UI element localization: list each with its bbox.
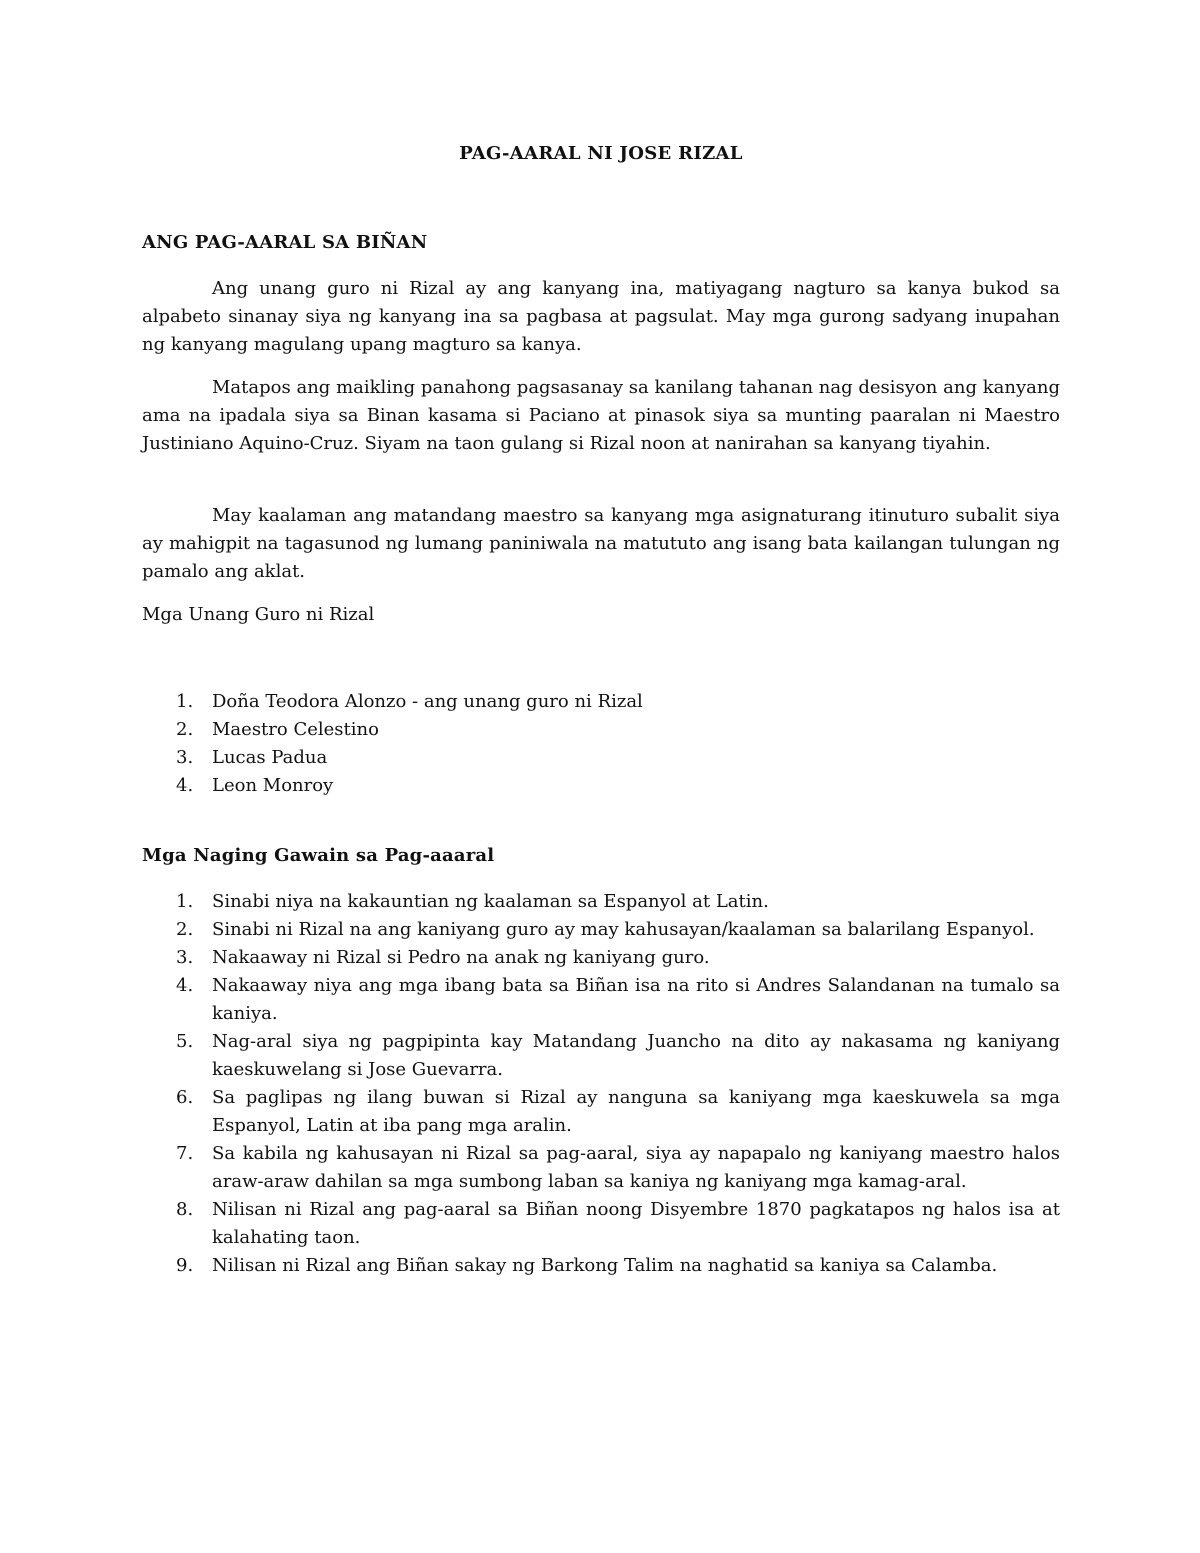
list-item bbox=[142, 1084, 1060, 1140]
list-item bbox=[142, 716, 1060, 744]
list-item bbox=[142, 1028, 1060, 1084]
list-number: 8. bbox=[176, 1199, 194, 1220]
list-text: Nakaaway niya ang mga ibang bata sa Biñan isa na rito si Andres Salandanan na tumalo sa kaniya. bbox=[212, 975, 1060, 1024]
list-text: Nag-aral siya ng pagpipinta kay Matandang Juancho na dito ay nakasama ng kaniyang kaeskuwelang si Jose Guevarra. bbox=[212, 1031, 1060, 1080]
list-item bbox=[142, 744, 1060, 772]
list-number: 2. bbox=[176, 719, 194, 740]
teachers-label: Mga Unang Guro ni Rizal bbox=[142, 604, 375, 625]
list-item bbox=[142, 1252, 1060, 1280]
list-item bbox=[142, 972, 1060, 1028]
list-item bbox=[142, 916, 1060, 944]
list-item bbox=[142, 688, 1060, 716]
list-number: 4. bbox=[176, 975, 194, 996]
teachers-list bbox=[142, 688, 1060, 800]
list-number: 4. bbox=[176, 775, 194, 796]
activities-list bbox=[142, 888, 1060, 1280]
section-heading-activities: Mga Naging Gawain sa Pag-aaaral bbox=[142, 845, 495, 866]
list-number: 2. bbox=[176, 919, 194, 940]
list-text: Doña Teodora Alonzo - ang unang guro ni Rizal bbox=[212, 691, 643, 712]
list-text: Maestro Celestino bbox=[212, 719, 379, 740]
list-number: 7. bbox=[176, 1143, 194, 1164]
list-text: Nakaaway ni Rizal si Pedro na anak ng kaniyang guro. bbox=[212, 947, 710, 968]
list-number: 1. bbox=[176, 891, 194, 912]
list-text: Sa paglipas ng ilang buwan si Rizal ay nanguna sa kaniyang mga kaeskuwela sa mga Espanyol, Latin at iba pang mga aralin. bbox=[212, 1087, 1060, 1136]
list-text: Nilisan ni Rizal ang Biñan sakay ng Barkong Talim na naghatid sa kaniya sa Calamba. bbox=[212, 1255, 998, 1276]
list-text: Leon Monroy bbox=[212, 775, 334, 796]
paragraph: Matapos ang maikling panahong pagsasanay sa kanilang tahanan nag desisyon ang kanyang ama na ipadala siya sa Binan kasama si Paciano at pinasok siya sa munting paaralan ni Maestro Justiniano Aquino-Cruz. Siyam na taon gulang si Rizal noon at nanirahan sa kanyang tiyahin. bbox=[142, 377, 1060, 454]
list-item bbox=[142, 888, 1060, 916]
list-text: Sinabi niya na kakauntian ng kaalaman sa Espanyol at Latin. bbox=[212, 891, 769, 912]
list-text: Lucas Padua bbox=[212, 747, 328, 768]
paragraph: May kaalaman ang matandang maestro sa kanyang mga asignaturang itinuturo subalit siya ay mahigpit na tagasunod ng lumang paniniwala na matututo ang isang bata kailangan tulungan ng pamalo ang aklat. bbox=[142, 505, 1060, 582]
list-number: 3. bbox=[176, 747, 194, 768]
list-number: 1. bbox=[176, 691, 194, 712]
list-number: 9. bbox=[176, 1255, 194, 1276]
list-item bbox=[142, 1196, 1060, 1252]
list-text: Sa kabila ng kahusayan ni Rizal sa pag-aaral, siya ay napapalo ng kaniyang maestro halos araw-araw dahilan sa mga sumbong laban sa kaniya ng kaniyang mga kamag-aral. bbox=[212, 1143, 1060, 1192]
list-item bbox=[142, 944, 1060, 972]
list-number: 3. bbox=[176, 947, 194, 968]
list-number: 5. bbox=[176, 1031, 194, 1052]
document-title: PAG-AARAL NI JOSE RIZAL bbox=[459, 143, 743, 164]
list-item bbox=[142, 772, 1060, 800]
paragraph: Ang unang guro ni Rizal ay ang kanyang ina, matiyagang nagturo sa kanya bukod sa alpabeto sinanay siya ng kanyang ina sa pagbasa at pagsulat. May mga gurong sadyang inupahan ng kanyang magulang upang magturo sa kanya. bbox=[142, 278, 1060, 355]
list-text: Sinabi ni Rizal na ang kaniyang guro ay may kahusayan/kaalaman sa balarilang Espanyol. bbox=[212, 919, 1035, 940]
list-item bbox=[142, 1140, 1060, 1196]
section-heading-binan: ANG PAG-AARAL SA BIÑAN bbox=[142, 232, 428, 253]
list-text: Nilisan ni Rizal ang pag-aaral sa Biñan noong Disyembre 1870 pagkatapos ng halos isa at kalahating taon. bbox=[212, 1199, 1060, 1248]
list-number: 6. bbox=[176, 1087, 194, 1108]
